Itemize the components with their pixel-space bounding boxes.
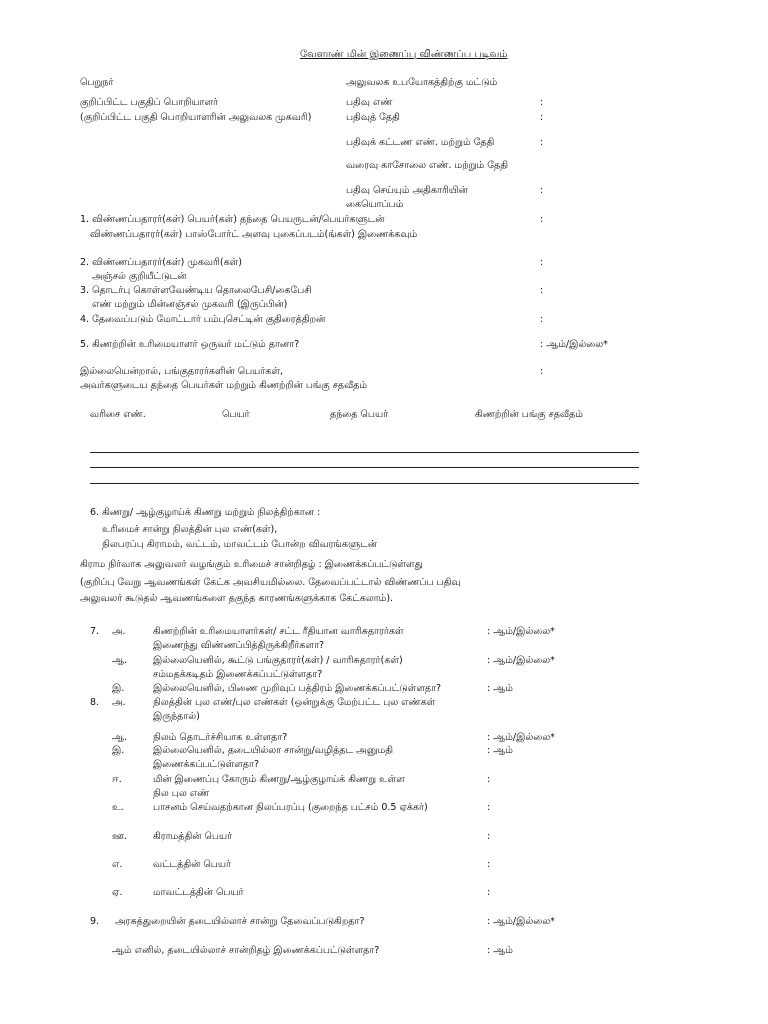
table-row-line[interactable]: [90, 452, 639, 453]
q8e-letter: உ.: [112, 802, 124, 813]
q8d-line-1: மின் இணைப்பு கோரும் கிணறு/ஆழ்குழாய்க் கிணறு உள்ள: [153, 774, 405, 785]
q6-line-1: 6. கிணறு/ ஆழ்குழாய்க் கிணறு மற்றும் நிலத்திற்கான :: [90, 507, 321, 518]
fee-number-date-label: பதிவுக் கட்டண எண். மற்றும் தேதி: [346, 137, 495, 148]
q3-field[interactable]: :: [540, 285, 544, 296]
registration-number-label: பதிவு எண்: [346, 97, 393, 108]
q1-field[interactable]: :: [540, 214, 544, 225]
q2-field[interactable]: :: [540, 257, 544, 268]
form-title: வேளாண் மின் இணைப்பு விண்ணப்ப படிவம்: [300, 49, 508, 60]
q8a-line-1: நிலத்தின் புல எண்/புல எண்கள் (ஒன்றுக்கு மேற்பட்ட புல எண்கள்: [153, 697, 436, 708]
q8d-field[interactable]: :: [487, 774, 491, 785]
col-header-share-percent: கிணற்றின் பங்கு சதவீதம்: [475, 409, 583, 420]
q9-line-2: ஆம் எனில், தடையில்லாச் சான்றிதழ் இணைக்கப்பட்டுள்ளதா?: [112, 945, 380, 956]
q8g-letter: எ.: [112, 859, 123, 870]
q7a-answer[interactable]: : ஆம்/இல்லை*: [487, 626, 555, 637]
q8e-line-1: பாசனம் செய்வதற்கான நிலப்பரப்பு (குறைந்த பட்சம் 0.5 ஏக்கர்): [153, 802, 428, 813]
registration-date-label: பதிவுத் தேதி: [346, 112, 400, 123]
q2-line-1: 2. விண்ணப்பதாரர்(கள்) முகவரி(கள்): [80, 257, 242, 268]
office-use-heading: அலுவலக உபயோகத்திற்கு மட்டும்: [346, 77, 498, 88]
q3-line-2: எண் மற்றும் மின்னஞ்சல் முகவரி (இருப்பின்): [92, 299, 288, 310]
q4-field[interactable]: :: [540, 314, 544, 325]
q9b-answer[interactable]: : ஆம்: [487, 945, 513, 956]
col-header-serial: வரிசை எண்.: [90, 409, 146, 420]
addressee-line-2: (குறிப்பிட்ட பகுதி பொறியாளரின் அலுவலக முகவரி): [80, 112, 312, 123]
q7b-answer[interactable]: : ஆம்/இல்லை*: [487, 655, 555, 666]
q8e-field[interactable]: :: [487, 802, 491, 813]
q9-number: 9.: [90, 916, 100, 927]
q7c-answer[interactable]: : ஆம்: [487, 683, 513, 694]
officer-signature-field[interactable]: :: [540, 185, 544, 196]
q7b-line-2: சம்மதக்கடிதம் இணைக்கப்பட்டுள்ளதா?: [153, 669, 323, 680]
q7c-letter: இ.: [112, 683, 125, 694]
q5b-field[interactable]: :: [540, 366, 544, 377]
q8b-line-1: நிலம் தொடர்ச்சியாக உள்ளதா?: [153, 732, 288, 743]
receiver-label: பெறுநர்: [80, 77, 114, 88]
registration-number-field[interactable]: :: [540, 97, 544, 108]
q7b-line-1: இல்லையெனில், கூட்டு பங்குதாரர்(கள்) / வாரிசுதாரர்(கள்): [153, 655, 403, 666]
q8g-field[interactable]: :: [487, 859, 491, 870]
q8a-letter: அ.: [112, 697, 126, 708]
officer-label-2: கையொப்பம்: [346, 199, 404, 210]
q6-line-3: நிலபரப்பு கிராமம், வட்டம், மாவட்டம் போன்ற விவரங்களுடன்: [102, 539, 377, 550]
q8c-letter: இ.: [112, 745, 125, 756]
q8d-line-2: நில புல எண்: [153, 788, 210, 799]
q6-line-2: உரிமைச் சான்று நிலத்தின் புல எண்(கள்),: [102, 524, 278, 535]
q4-line: 4. தேவைப்படும் மோட்டார் பம்புசெட்டின் குதிரைத்திறன்: [80, 314, 326, 325]
q8h-line-1: மாவட்டத்தின் பெயர்: [153, 887, 244, 898]
q7-number: 7.: [90, 626, 100, 637]
col-header-father-name: தந்தை பெயர்: [330, 409, 389, 420]
q8f-letter: ஊ.: [112, 831, 127, 842]
q7a-letter: அ.: [112, 626, 126, 637]
addressee-line-1: குறிப்பிட்ட பகுதிப் பொறியாளர்: [80, 97, 219, 108]
q8a-line-2: இருந்தால்): [153, 711, 200, 722]
q5-line: 5. கிணற்றின் உரிமையாளர் ஒருவர் மட்டும் தானா?: [80, 339, 300, 350]
col-header-name: பெயர்: [222, 409, 250, 420]
q5-answer[interactable]: : ஆம்/இல்லை*: [540, 339, 608, 350]
q6-note-2: அலுவலர் கூடுதல் ஆவணங்களை தகுந்த காரணங்களுக்காக கேட்கலாம்).: [80, 593, 394, 604]
table-row-line[interactable]: [90, 483, 639, 484]
q8c-line-1: இல்லையெனில், தடையில்லா சான்று/வழித்தட அனுமதி: [153, 745, 394, 756]
q1-line-2: விண்ணப்பதாரர்(கள்) பாஸ்போர்ட் அளவு புகைப்படம்(ங்கள்) இணைக்கவும்: [90, 229, 418, 240]
draft-cheque-label: வரைவு காசோலை எண். மற்றும் தேதி: [346, 160, 508, 171]
q5b-line-1: இல்லையென்றால், பங்குதாரர்களின் பெயர்கள்,: [80, 366, 283, 377]
q8-number: 8.: [90, 697, 100, 708]
q5b-line-2: அவர்களுடைய தந்தை பெயர்கள் மற்றும் கிணற்றின் பங்கு சதவீதம்: [80, 380, 368, 391]
q8c-line-2: இணைக்கப்பட்டுள்ளதா?: [153, 759, 259, 770]
q8c-answer[interactable]: : ஆம்: [487, 745, 513, 756]
q6-line-4: கிராம நிர்வாக அலுவலர் வழங்கும் உரிமைச் சான்றிதழ் : இணைக்கப்பட்டுள்ளது: [80, 559, 423, 570]
q8h-field[interactable]: :: [487, 887, 491, 898]
q8h-letter: ஏ.: [112, 887, 123, 898]
q8b-letter: ஆ.: [112, 732, 128, 743]
table-row-line[interactable]: [90, 467, 639, 468]
q7c-line-1: இல்லையெனில், பிணை முறிவுப் பத்திரம் இணைக்கப்பட்டுள்ளதா?: [153, 683, 442, 694]
registration-date-field[interactable]: :: [540, 112, 544, 123]
q8f-line-1: கிராமத்தின் பெயர்: [153, 831, 233, 842]
fee-number-date-field[interactable]: :: [540, 137, 544, 148]
q7a-line-1: கிணற்றின் உரிமையாளர்கள்/ சட்ட ரீதியான வாரிசுதாரர்கள்: [153, 626, 404, 637]
q1-line-1: 1. விண்ணப்பதாரர்(கள்) பெயர்(கள்) தந்தை பெயருடன்/பெயர்களுடன்: [80, 214, 385, 225]
q8b-answer[interactable]: : ஆம்/இல்லை*: [487, 732, 555, 743]
q7b-letter: ஆ.: [112, 655, 128, 666]
q3-line-1: 3. தொடர்பு கொள்ளவேண்டிய தொலைபேசி/கைபேசி: [80, 285, 312, 296]
q9-answer[interactable]: : ஆம்/இல்லை*: [487, 916, 555, 927]
q8g-line-1: வட்டத்தின் பெயர்: [153, 859, 231, 870]
q2-line-2: அஞ்சல் குறியீட்டுடன்: [92, 271, 187, 282]
q6-note-1: (குறிப்பு வேறு ஆவணங்கள் கேட்க அவசியமில்லை. தேவைப்பட்டால் விண்ணப்ப பதிவு: [80, 577, 461, 588]
q9-line-1: அரசுத்துறையின் தடையில்லாச் சான்று தேவைப்படுகிறதா?: [115, 916, 365, 927]
q7a-line-2: இணைந்து விண்ணப்பித்திருக்கிறீர்களா?: [153, 640, 325, 651]
q8d-letter: ஈ.: [112, 774, 122, 785]
q8f-field[interactable]: :: [487, 831, 491, 842]
officer-label-1: பதிவு செய்யும் அதிகாரியின்: [346, 185, 468, 196]
